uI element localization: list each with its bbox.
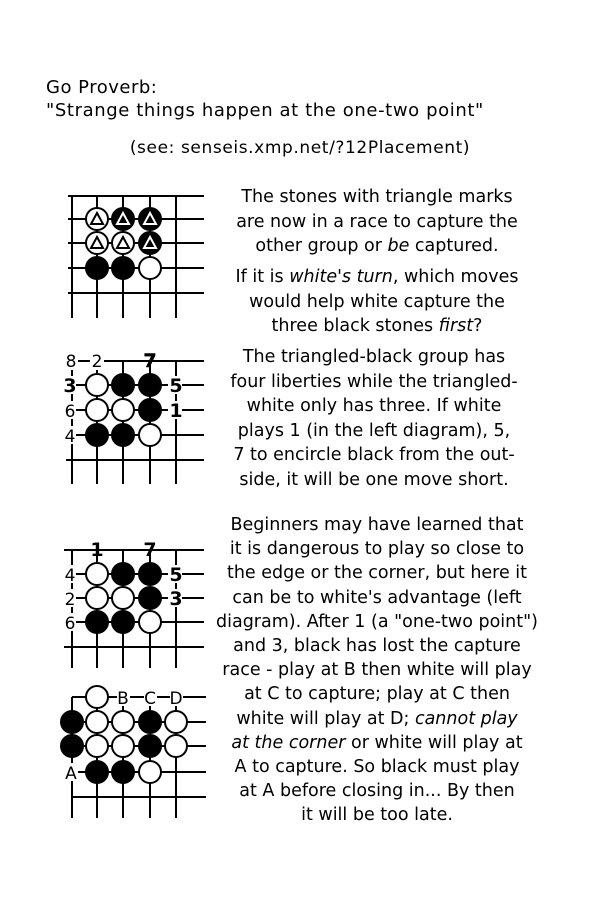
white-stone	[165, 735, 187, 757]
paragraph-line: it will be too late.	[301, 805, 453, 826]
black-stone	[139, 563, 161, 585]
white-stone	[139, 257, 161, 279]
black-stone	[112, 424, 134, 446]
paragraph-line: three black stones first?	[271, 316, 483, 336]
white-stone	[86, 711, 108, 733]
move-number-outlined: 5	[169, 375, 183, 397]
black-stone	[112, 611, 134, 633]
move-number: 4	[64, 427, 76, 447]
black-stone	[112, 563, 134, 585]
black-stone	[139, 711, 161, 733]
white-stone	[139, 424, 161, 446]
white-stone	[139, 761, 161, 783]
move-number: 6	[64, 614, 76, 634]
point-label: A	[65, 764, 77, 784]
move-number: 2	[64, 590, 76, 610]
move-number-outlined: 7	[143, 539, 157, 561]
paragraph-line: The triangled-black group has	[242, 347, 506, 367]
white-stone	[86, 563, 108, 585]
paragraph-line: the edge or the corner, but here it	[226, 563, 528, 584]
move-number-outlined: 7	[143, 350, 157, 372]
paragraph-line: white only has three. If white	[246, 396, 502, 416]
move-number-outlined: 5	[169, 564, 183, 586]
black-stone	[86, 611, 108, 633]
paragraph-line: Beginners may have learned that	[230, 515, 524, 535]
move-number-outlined: 3	[169, 588, 183, 610]
paragraph-line: it is dangerous to play so close to	[229, 539, 525, 560]
paragraph-line: would help white capture the	[249, 291, 505, 312]
white-stone	[86, 399, 108, 421]
paragraph-line: at the corner or white will play at	[231, 732, 523, 753]
black-stone	[61, 735, 83, 757]
paragraph-line: other group or be captured.	[255, 236, 499, 256]
paragraph-line: 7 to encircle black from the out-	[233, 445, 515, 465]
paragraph-line: diagram). After 1 (a "one-two point")	[216, 611, 538, 632]
paragraph-line: are now in a race to capture the	[236, 211, 518, 232]
stones-diagram-1	[86, 208, 161, 279]
white-stone	[112, 711, 134, 733]
paragraph-line: at C to capture; play at C then	[244, 684, 510, 705]
point-label: B	[117, 689, 129, 709]
white-stone	[112, 399, 134, 421]
black-stone	[86, 424, 108, 446]
paragraph-line: race - play at B then white will play	[222, 660, 532, 681]
move-number-outlined: 3	[63, 375, 77, 397]
paragraph-line: side, it will be one move short.	[239, 469, 509, 490]
move-number-outlined: 1	[169, 400, 183, 422]
proverb-quote: "Strange things happen at the one-two point"	[46, 100, 484, 121]
black-stone	[86, 257, 108, 279]
white-stone	[86, 587, 108, 609]
paragraph-line: and 3, black has lost the capture	[233, 636, 521, 657]
black-stone	[139, 399, 161, 421]
move-number-outlined: 1	[90, 539, 104, 561]
black-stone	[112, 761, 134, 783]
move-number: 4	[64, 566, 76, 586]
black-stone	[61, 711, 83, 733]
black-stone	[139, 587, 161, 609]
paragraph-line: The stones with triangle marks	[241, 187, 513, 207]
black-stone	[139, 735, 161, 757]
paragraph-line: at A before closing in... By then	[239, 781, 515, 802]
white-stone	[139, 611, 161, 633]
white-stone	[165, 711, 187, 733]
reference-link-text: (see: senseis.xmp.net/?12Placement)	[129, 138, 471, 158]
white-stone	[112, 735, 134, 757]
black-stone	[112, 374, 134, 396]
paragraph-line: four liberties while the triangled-	[230, 371, 518, 392]
white-stone	[86, 686, 108, 708]
paragraph-line: A to capture. So black must play	[234, 757, 520, 778]
black-stone	[112, 257, 134, 279]
white-stone	[86, 735, 108, 757]
white-stone	[112, 587, 134, 609]
proverb-title: Go Proverb:	[46, 77, 158, 98]
stones-diagram-2	[86, 374, 161, 446]
paragraph-line: can be to white's advantage (left	[232, 587, 522, 608]
black-stone	[139, 374, 161, 396]
white-stone	[86, 374, 108, 396]
move-number: 6	[64, 402, 76, 422]
stones-diagram-3	[86, 563, 161, 633]
point-label: D	[169, 689, 183, 709]
black-stone	[86, 761, 108, 783]
go-board-diagram-3	[64, 550, 204, 668]
move-number: 2	[91, 352, 103, 372]
move-number: 8	[65, 352, 77, 372]
paragraph-line: If it is white's turn, which moves	[235, 267, 519, 287]
paragraph-line: white will play at D; cannot play	[236, 708, 518, 729]
paragraph-line: plays 1 (in the left diagram), 5,	[237, 420, 511, 441]
point-label: C	[144, 689, 156, 709]
